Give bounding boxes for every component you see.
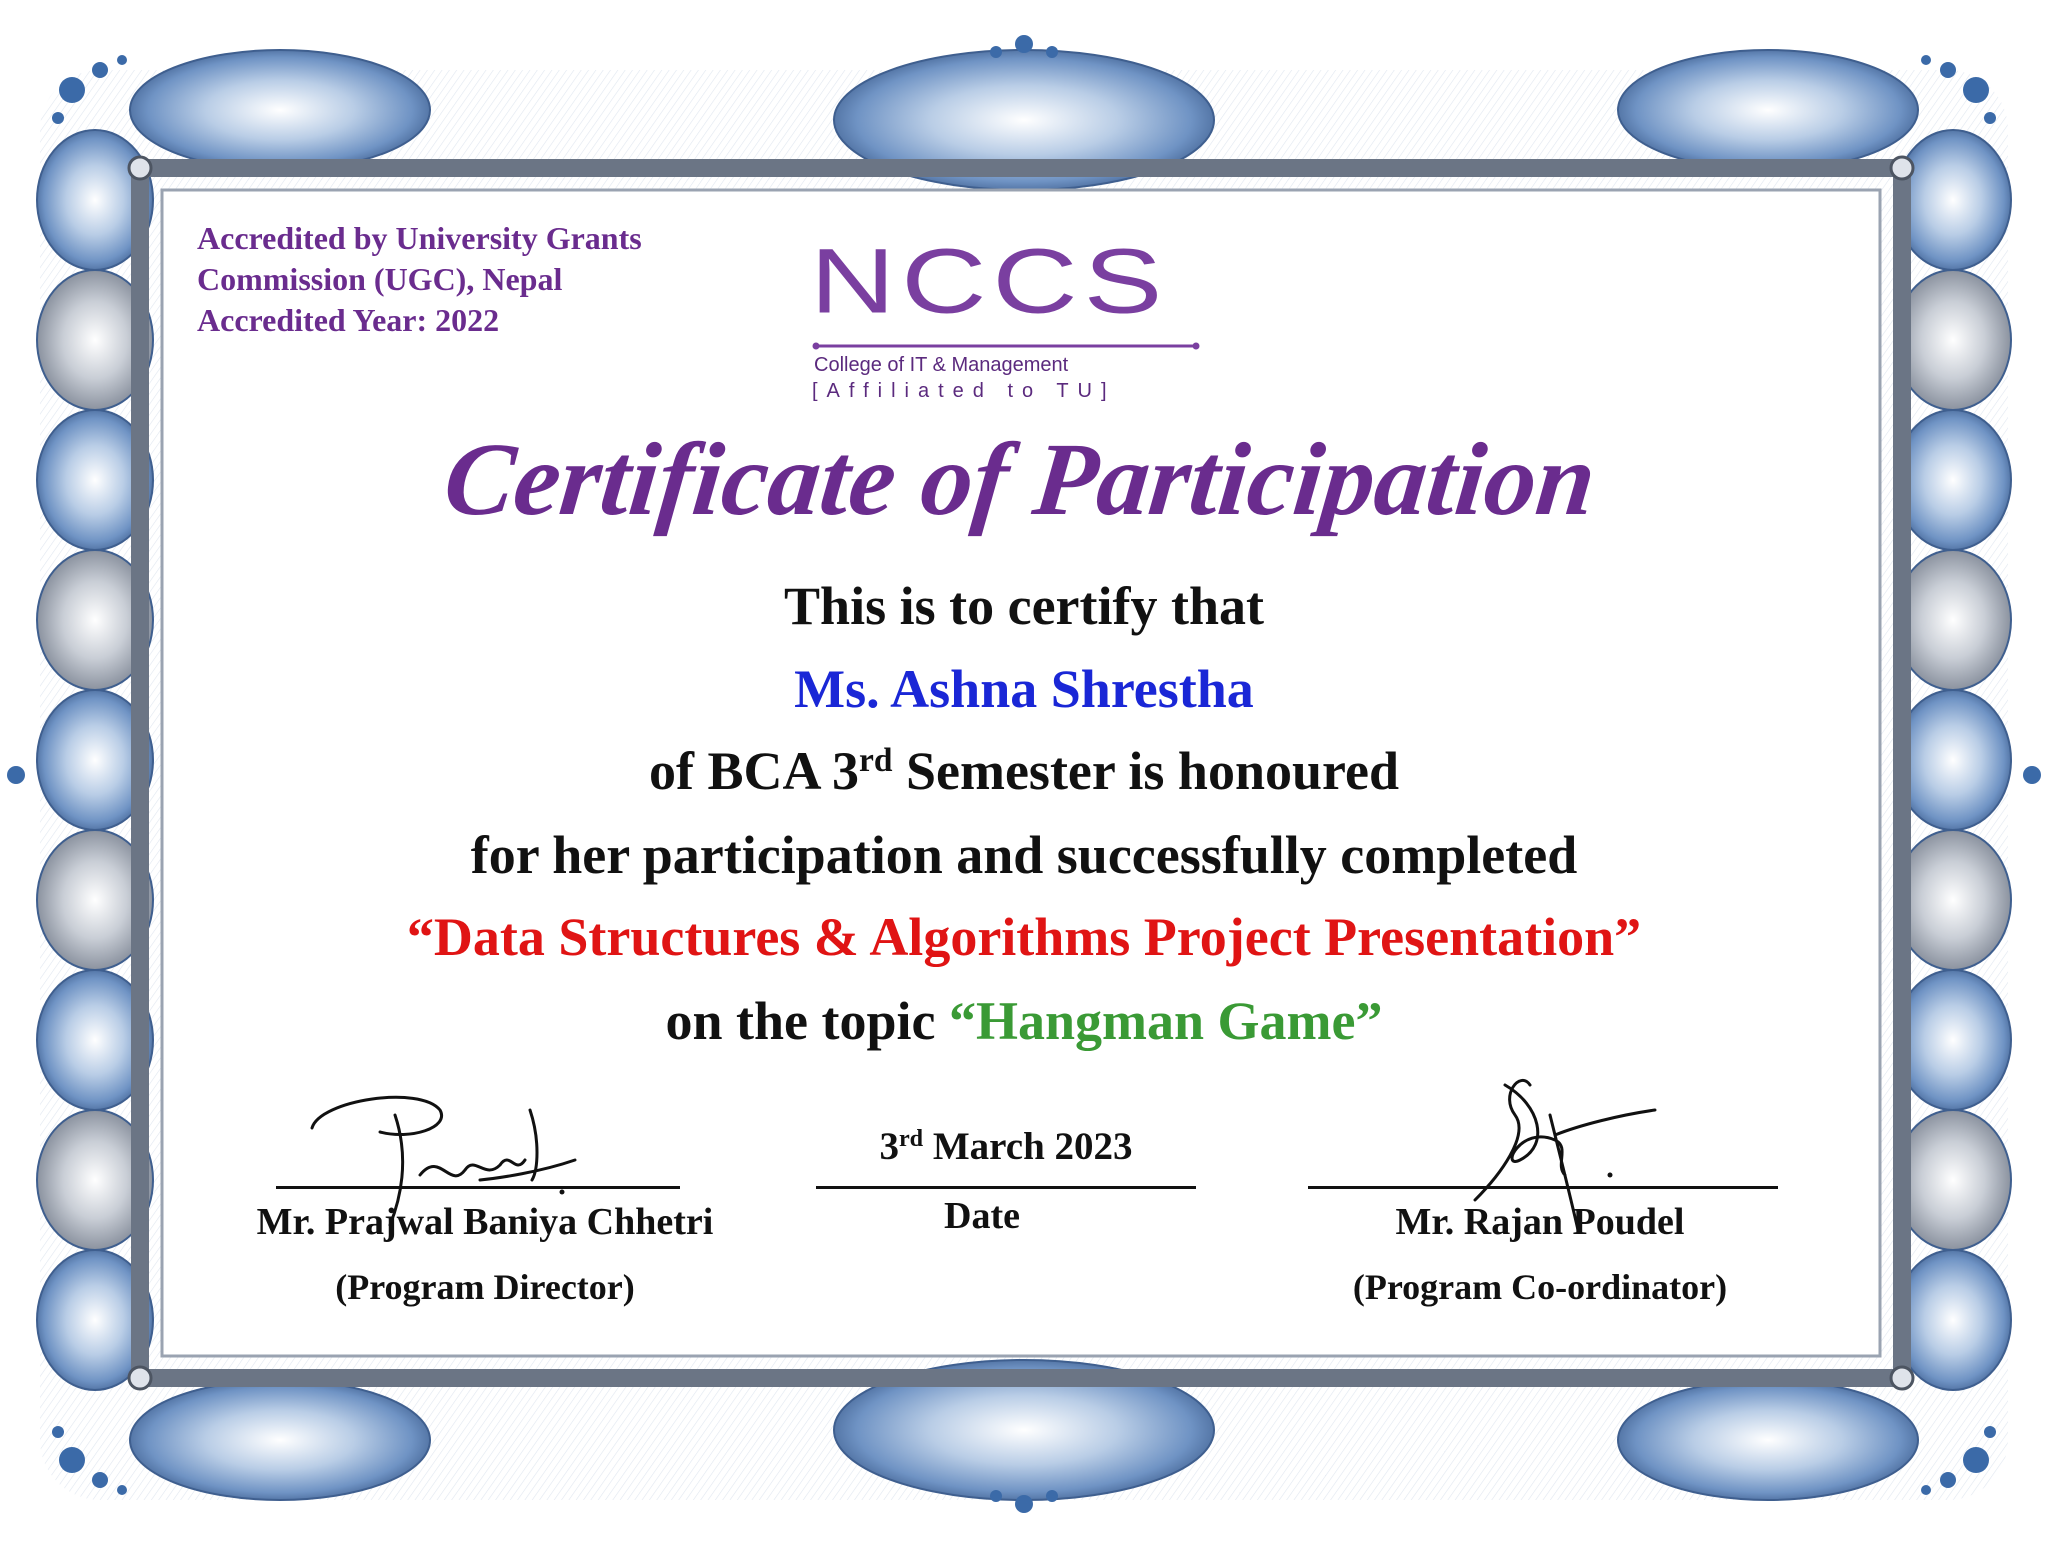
topic-prefix: on the topic [665, 991, 949, 1051]
right-signature-line [1308, 1186, 1778, 1189]
recipient-name: Ms. Ashna Shrestha [794, 659, 1254, 719]
accreditation-line-3: Accredited Year: 2022 [197, 302, 500, 338]
date-label: Date [944, 1195, 1020, 1237]
logo-wordmark: NCCS [810, 229, 1169, 333]
date-line [816, 1186, 1196, 1189]
program-ordinal: rd [859, 741, 893, 779]
program-prefix: of BCA 3 [649, 741, 860, 801]
date-rest: March 2023 [923, 1125, 1133, 1168]
logo-underline [810, 342, 1202, 350]
left-signatory-name: Mr. Prajwal Baniya Chhetri [256, 1201, 714, 1243]
border-petal [1895, 130, 2011, 270]
accreditation-line-2: Commission (UGC), Nepal [197, 261, 563, 297]
right-signatory-role: (Program Co-ordinator) [1352, 1267, 1728, 1307]
certificate-title: Certificate of Participation [439, 422, 1601, 537]
accreditation-block [197, 218, 757, 341]
border-petal [130, 1380, 430, 1500]
logo-subtitle: College of IT & Management [814, 354, 1069, 376]
border-petal [1895, 830, 2011, 970]
border-petal [1895, 1250, 2011, 1390]
border-petal [1895, 1110, 2011, 1250]
event-name: “Data Structures & Algorithms Project Presentation” [406, 907, 1642, 967]
border-petal [1895, 690, 2011, 830]
border-petal [1895, 410, 2011, 550]
certify-intro: This is to certify that [784, 576, 1264, 636]
left-signatory-role: (Program Director) [335, 1267, 635, 1307]
topic-name: “Hangman Game” [948, 991, 1383, 1051]
border-petal [1895, 550, 2011, 690]
date-day: 3 [879, 1125, 899, 1168]
border-petal [130, 50, 430, 170]
certificate-date [816, 1124, 1196, 1169]
border-petal [1895, 970, 2011, 1110]
participation-line: for her participation and successfully completed [470, 825, 1578, 885]
program-suffix: Semester is honoured [892, 741, 1399, 801]
border-petal [1618, 50, 1918, 170]
program-line [224, 740, 1824, 802]
left-signature-line [276, 1186, 680, 1189]
date-ordinal: rd [898, 1124, 924, 1152]
nccs-logo [810, 229, 1210, 414]
topic-line [224, 990, 1824, 1052]
border-petal [1618, 1380, 1918, 1500]
accreditation-line-1: Accredited by University Grants [197, 220, 642, 256]
right-signatory-name: Mr. Rajan Poudel [1395, 1201, 1685, 1243]
border-petal [1895, 270, 2011, 410]
logo-affiliation: [Affiliated to TU] [812, 380, 1116, 402]
